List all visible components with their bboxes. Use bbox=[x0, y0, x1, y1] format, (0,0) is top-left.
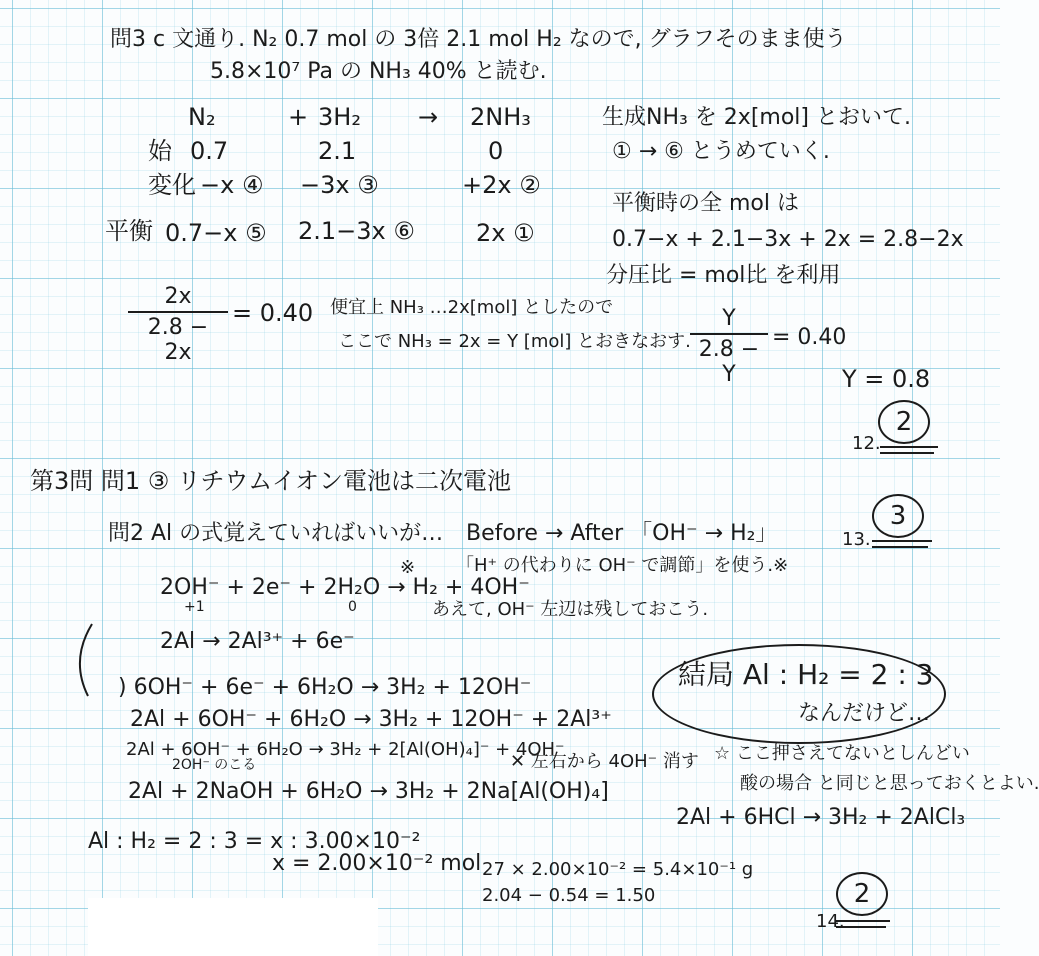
half-eq-1-note: あえて, OH⁻ 左辺は残しておこう. bbox=[432, 599, 709, 620]
eq-nh3: 2NH₃ bbox=[470, 103, 531, 131]
summary-bubble-tail: なんだけど… bbox=[798, 701, 931, 726]
answer-12-underline bbox=[880, 446, 938, 448]
answer-13-circle bbox=[872, 494, 924, 538]
row-start-h2: 2.1 bbox=[318, 137, 357, 165]
row-change-h2: −3x ③ bbox=[300, 171, 379, 199]
side-note-1: 生成NH₃ を 2x[mol] とおいて. bbox=[602, 105, 911, 130]
side-note-4: 0.7−x + 2.1−3x + 2x = 2.8−2x bbox=[612, 227, 964, 252]
side-note-2: ① → ⑥ とうめていく. bbox=[612, 139, 830, 164]
fraction-1-result: = 0.40 bbox=[232, 299, 314, 327]
row-eq-label: 平衡 bbox=[105, 217, 153, 245]
row-change-nh3: +2x ② bbox=[462, 171, 541, 199]
note-convenience: 便宜上 NH₃ …2x[mol] としたので bbox=[330, 297, 614, 318]
sum-eq-2-sub: 2OH⁻ のこる bbox=[172, 757, 257, 773]
result-y: Y = 0.8 bbox=[842, 365, 931, 393]
bracket-paren bbox=[66, 620, 96, 700]
fraction-1-denominator: 2.8 − 2x bbox=[128, 311, 228, 365]
answer-12-underline-2 bbox=[880, 452, 934, 454]
star-note: ☆ ここ押さえてないとしんどい bbox=[714, 743, 970, 764]
q3-2-hint: 「H⁺ の代わりに OH⁻ で調節」を使う.※ bbox=[456, 555, 789, 576]
answer-14-circle bbox=[836, 872, 888, 916]
q3-2-before-after: Before → After 「OH⁻ → H₂」 bbox=[466, 521, 778, 546]
answer-13-underline-2 bbox=[872, 546, 928, 548]
fraction-2-denominator: 2.8 − Y bbox=[690, 333, 768, 387]
fraction-1-numerator: 2x bbox=[164, 284, 192, 309]
answer-14-number: 14. bbox=[816, 911, 845, 932]
row-eq-nh3: 2x ① bbox=[476, 219, 535, 247]
fraction-2-numerator: Y bbox=[722, 306, 736, 331]
answer-14-underline-2 bbox=[836, 926, 886, 928]
row-start-nh3: 0 bbox=[488, 137, 504, 165]
eq-plus: + bbox=[288, 103, 309, 131]
final-eq: 2Al + 2NaOH + 6H₂O → 3H₂ + 2Na[Al(OH)₄] bbox=[128, 779, 609, 804]
fraction-1 bbox=[128, 284, 228, 365]
note-redefine: ここで NH₃ = 2x = Y [mol] とおきなおす. bbox=[338, 331, 691, 352]
answer-13-number: 13. bbox=[842, 529, 871, 550]
sum-eq-2: 2Al + 6OH⁻ + 6H₂O → 3H₂ + 2[Al(OH)₄]⁻ + 4OH⁻ bbox=[126, 739, 565, 760]
answer-12-circle bbox=[878, 400, 930, 444]
half-eq-1: 2OH⁻ + 2e⁻ + 2H₂O → H₂ + 4OH⁻ bbox=[160, 575, 530, 600]
row-start-label: 始 bbox=[148, 137, 172, 165]
calc-line-2: 2.04 − 0.54 = 1.50 bbox=[482, 885, 656, 906]
acid-note: 酸の場合 と同じと思っておくとよい. bbox=[740, 773, 1039, 794]
eq-h2: 3H₂ bbox=[318, 103, 361, 131]
calc-line-1: 27 × 2.00×10⁻² = 5.4×10⁻¹ g bbox=[482, 859, 754, 880]
sum-eq-1: 2Al + 6OH⁻ + 6H₂O → 3H₂ + 12OH⁻ + 2Al³⁺ bbox=[130, 707, 612, 732]
eq-n2: N₂ bbox=[188, 103, 216, 131]
eq-arrow: → bbox=[418, 103, 439, 131]
ratio-line-1: Al : H₂ = 2 : 3 = x : 3.00×10⁻² bbox=[88, 829, 421, 854]
row-start-n2: 0.7 bbox=[190, 137, 229, 165]
acid-equation: 2Al + 6HCl → 3H₂ + 2AlCl₃ bbox=[676, 805, 966, 830]
q3c-line2: 5.8×10⁷ Pa の NH₃ 40% と読む. bbox=[210, 59, 547, 84]
answer-13-underline bbox=[872, 540, 932, 542]
answer-13-value: 3 bbox=[889, 501, 907, 531]
answer-12-value: 2 bbox=[895, 407, 913, 437]
half-eq-2: 2Al → 2Al³⁺ + 6e⁻ bbox=[160, 629, 355, 654]
answer-12-number: 12. bbox=[852, 433, 881, 454]
ox-number-zero: 0 bbox=[348, 599, 357, 615]
blank-paper-patch bbox=[88, 898, 378, 956]
row-change-n2: −x ④ bbox=[200, 171, 264, 199]
row-change-label: 変化 bbox=[148, 171, 196, 199]
row-eq-h2: 2.1−3x ⑥ bbox=[298, 217, 415, 245]
half-eq-3: ) 6OH⁻ + 6e⁻ + 6H₂O → 3H₂ + 12OH⁻ bbox=[118, 675, 532, 700]
summary-bubble-ratio: 結局 Al : H₂ = 2 : 3 bbox=[678, 658, 934, 691]
ratio-line-2: x = 2.00×10⁻² mol bbox=[272, 851, 482, 876]
side-note-5: 分圧比 = mol比 を利用 bbox=[606, 263, 841, 288]
row-eq-n2: 0.7−x ⑤ bbox=[165, 219, 267, 247]
ox-number-plus1: +1 bbox=[184, 599, 205, 615]
answer-14-value: 2 bbox=[853, 879, 871, 909]
side-note-3: 平衡時の全 mol は bbox=[612, 191, 799, 216]
fraction-2-result: = 0.40 bbox=[772, 325, 847, 350]
half-eq-1-mark: ※ bbox=[400, 557, 416, 578]
q3-1-statement: 第3問 問1 ③ リチウムイオン電池は二次電池 bbox=[30, 467, 512, 495]
q3-2-heading: 問2 Al の式覚えていればいいが… bbox=[108, 521, 444, 546]
sum-eq-2-note: ✕ 左右から 4OH⁻ 消す bbox=[510, 751, 699, 772]
q3c-line1: 問3 c 文通り. N₂ 0.7 mol の 3倍 2.1 mol H₂ なので, グラフそのまま使う bbox=[110, 27, 847, 52]
fraction-2 bbox=[690, 306, 768, 387]
answer-14-underline bbox=[836, 920, 890, 922]
